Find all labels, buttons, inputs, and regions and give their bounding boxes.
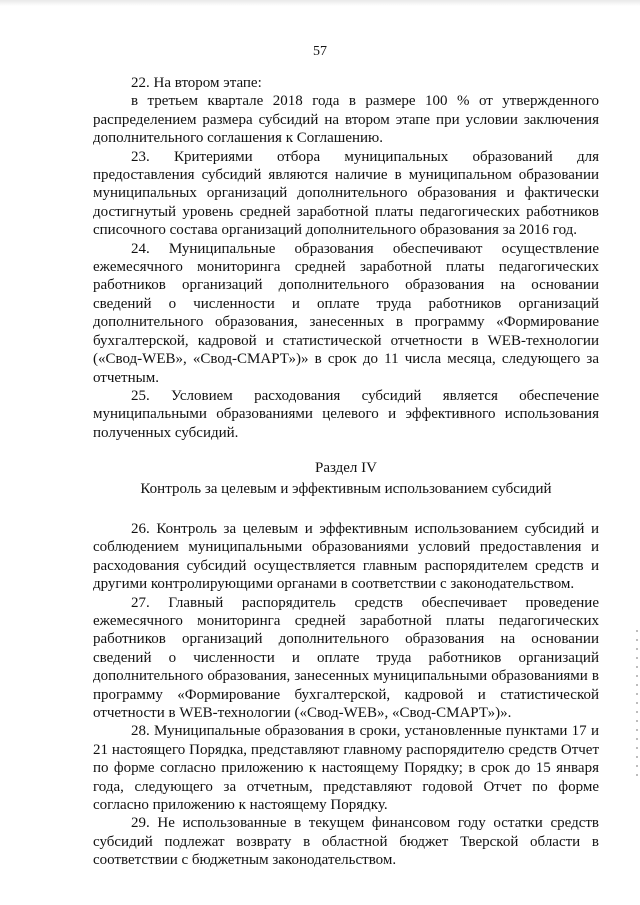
paragraph-22-heading: 22. На втором этапе: <box>131 75 262 91</box>
paragraph-29: 29. Не использованные в текущем финансовом году остатки средств субсидий подлежат возврату в областной бюджет Тверской области в соответствии с бюджетным законодательством. <box>93 815 599 869</box>
document-body <box>93 74 599 870</box>
section-title: Раздел IV <box>314 460 377 477</box>
page-number: 57 <box>313 44 327 59</box>
section-heading <box>93 459 599 498</box>
paragraph-27: 27. Главный распорядитель средств обеспечивает проведение ежемесячного мониторинга средней заработной платы педагогических работников организаций дополнительного образования на основании сведений о численности и оплате труда работников организаций дополнительного образования, занесенных муниципальными образованиями в программу «Формирование бухгалтерской, кадровой и статистической отчетности в WEB-технологии («Свод-WEB», «Свод-СМАРТ»)». <box>93 594 599 721</box>
paragraph-23: 23. Критериями отбора муниципальных образований для предоставления субсидий являются наличие в муниципальном образовании муниципальных организаций дополнительного образования и фактически достигнутый уровень средней заработной платы педагогических работников списочного состава организаций дополнительного образования за 2016 год. <box>93 148 599 239</box>
paragraph-25: 25. Условием расходования субсидий является обеспечение муниципальными образованиями целевого и эффективного использования полученных субсидий. <box>93 387 599 441</box>
paragraph-24: 24. Муниципальные образования обеспечивают осуществление ежемесячного мониторинга средней заработной платы педагогических работников организаций дополнительного образования на основании сведений о численности и оплате труда работников организаций дополнительного образования, занесенных в программу «Формирование бухгалтерской, кадровой и статистической отчетности в WEB-технологии («Свод-WEB», «Свод-СМАРТ»)» в срок до 11 числа месяца, следующего за отчетным. <box>93 240 599 386</box>
paragraph-26: 26. Контроль за целевым и эффективным использованием субсидий и соблюдением муниципальными образованиями условий предоставления и расходования субсидий осуществляется главным распорядителем средств и другими контролирующими органами в соответствии с законодательством. <box>93 520 599 593</box>
section-subtitle: Контроль за целевым и эффективным использованием субсидий <box>140 480 552 497</box>
paragraph-22-body: в третьем квартале 2018 года в размере 100 % от утвержденного распределением размера субсидий на втором этапе при условии заключения дополнительного соглашения к Соглашению. <box>93 93 599 147</box>
scan-top-edge <box>0 0 640 6</box>
scan-margin-marks <box>636 630 638 780</box>
paragraph-28: 28. Муниципальные образования в сроки, установленные пунктами 17 и 21 настоящего Порядка, представляют главному распорядителю средств Отчет по форме согласно приложению к настоящему Порядку; в срок до 15 января года, следующего за отчетным, представляют годовой Отчет по форме согласно приложению к настоящему Порядку. <box>93 723 599 814</box>
